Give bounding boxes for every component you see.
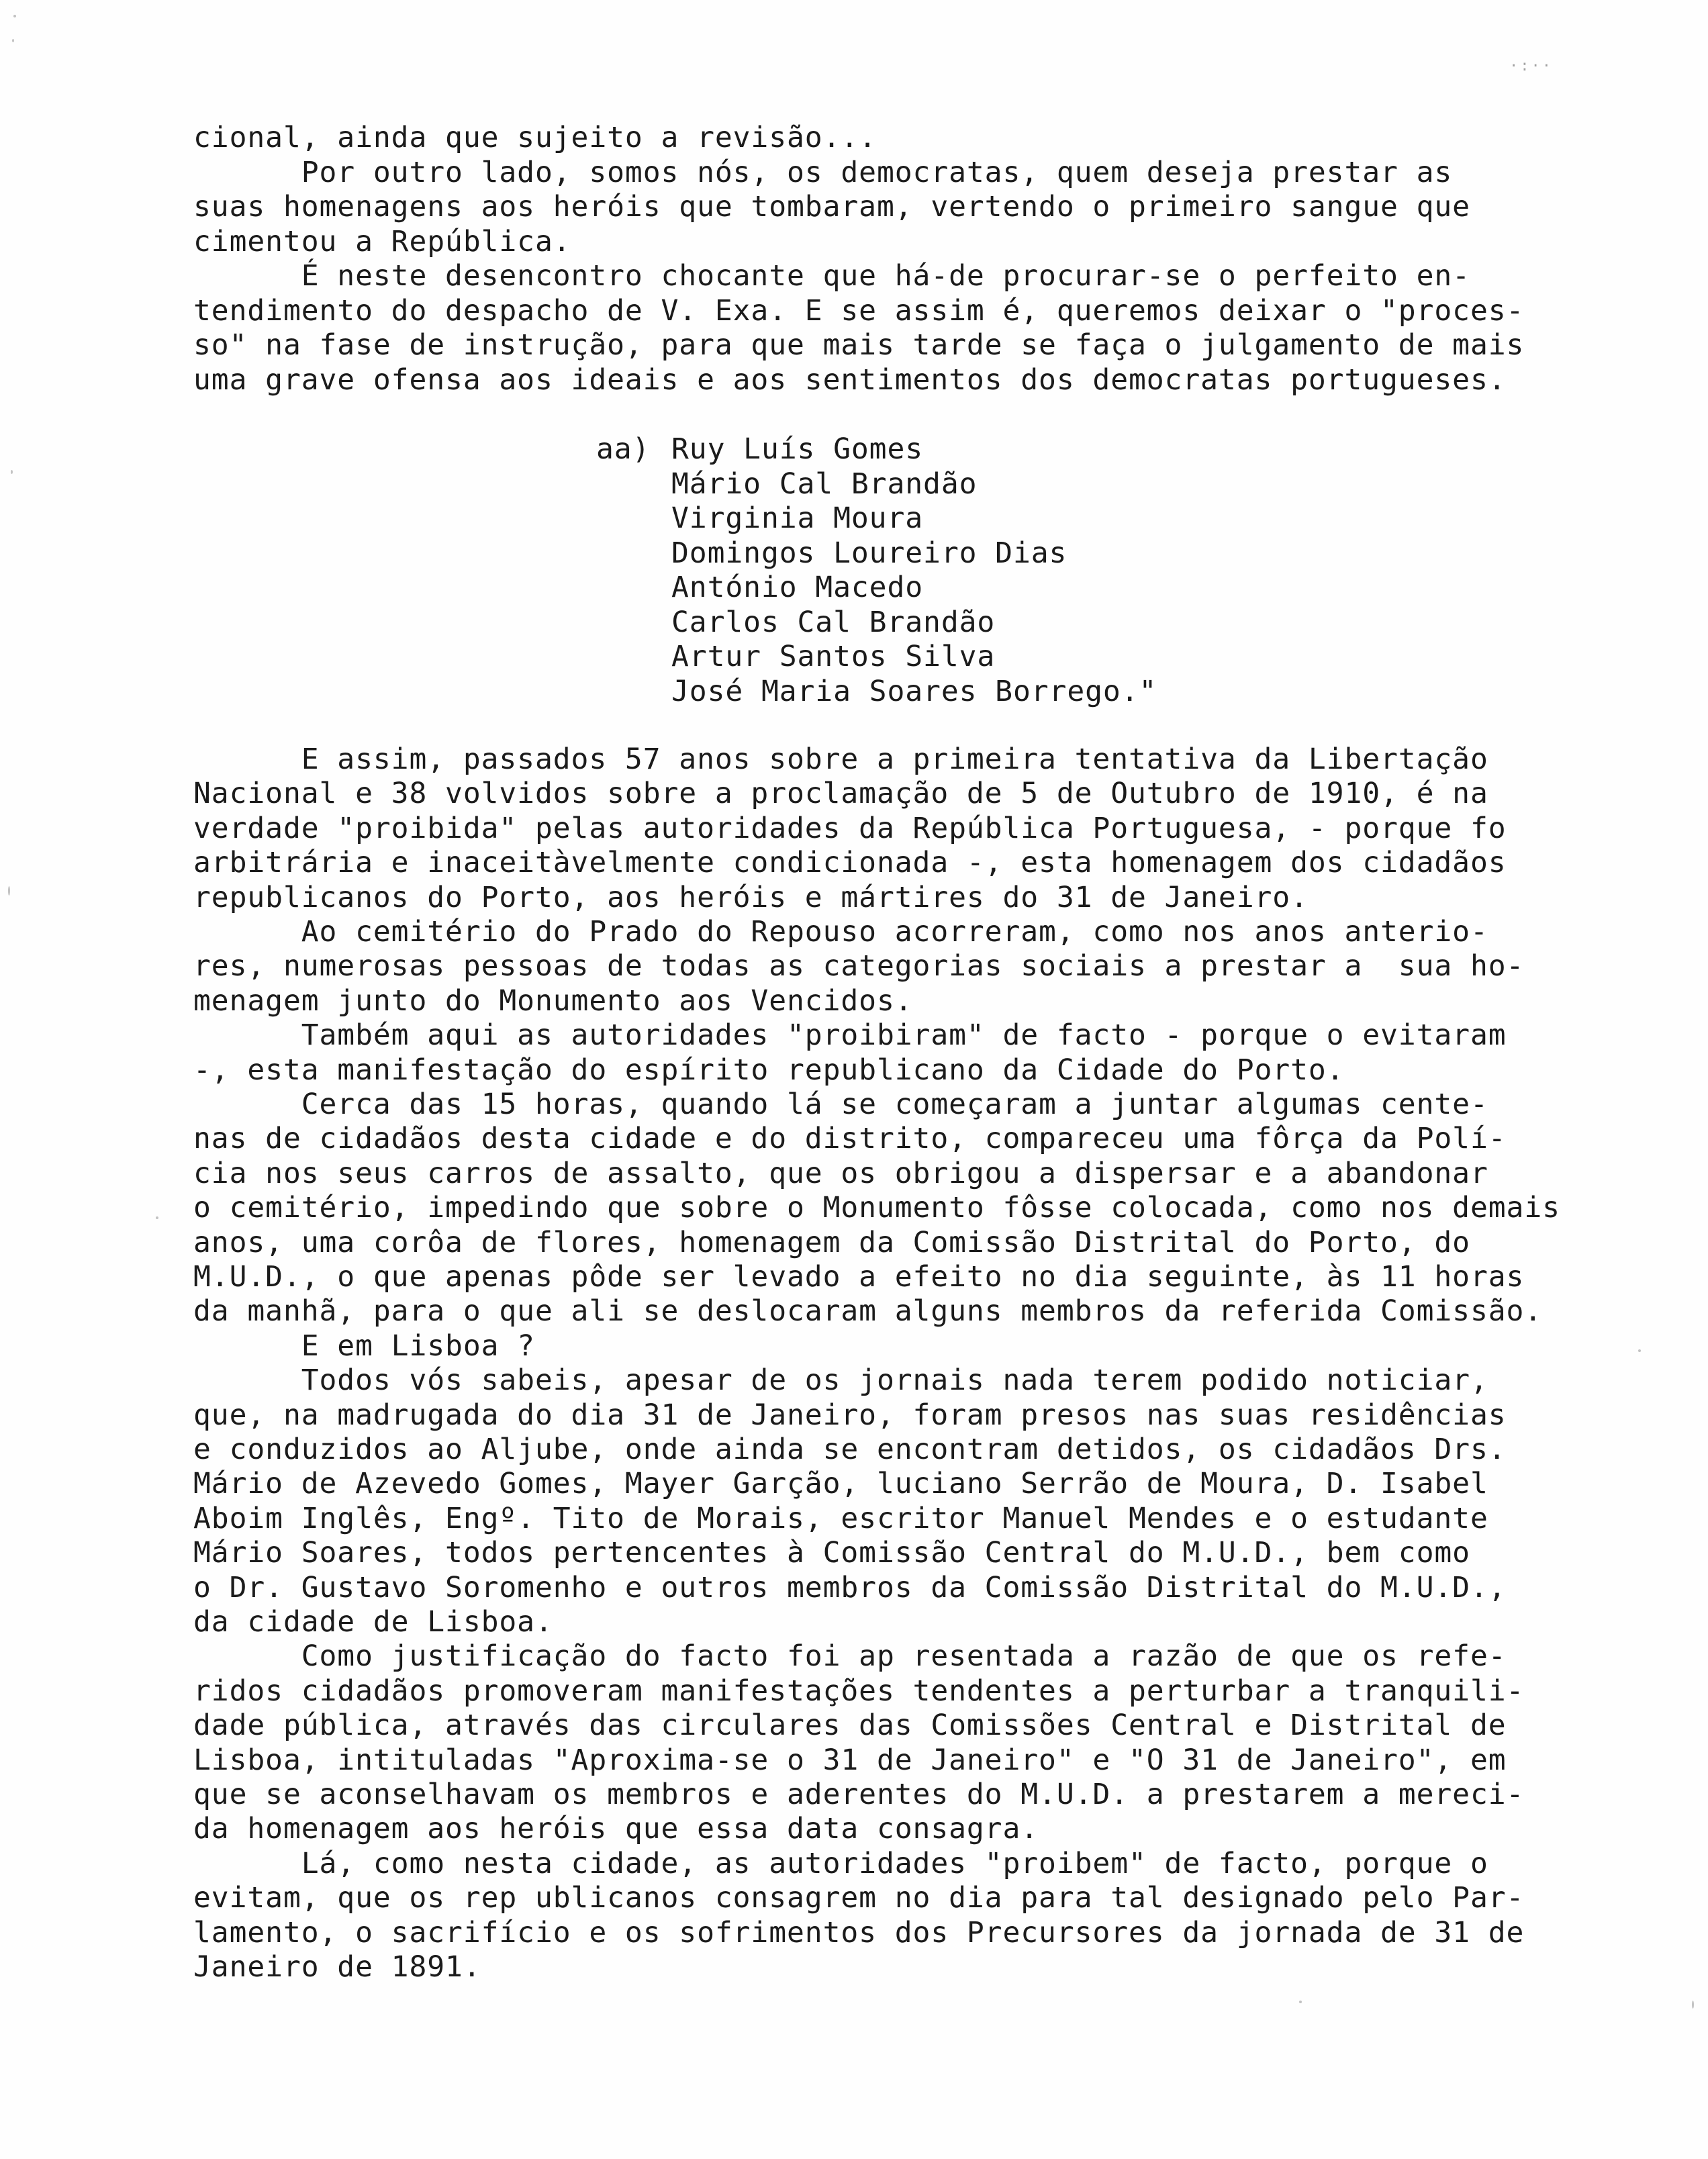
text-line: da manhã, para o que ali se deslocaram alguns membros da referida Comissão.	[193, 1294, 1543, 1329]
text-line: Lá, como nesta cidade, as autoridades "proibem" de facto, porque o	[193, 1846, 1488, 1880]
text-line: o Dr. Gustavo Soromenho e outros membros da Comissão Distrital do M.U.D.,	[193, 1570, 1507, 1604]
text-line: menagem junto do Monumento aos Vencidos.	[193, 983, 913, 1018]
text-line: Cerca das 15 horas, quando lá se começaram a juntar algumas cente-	[193, 1088, 1488, 1121]
scan-speck	[156, 1216, 158, 1219]
text-line: e conduzidos ao Aljube, onde ainda se encontram detidos, os cidadãos Drs.	[193, 1433, 1507, 1466]
text-line: tendimento do despacho de V. Exa. E se assim é, queremos deixar o "proces-	[193, 293, 1525, 328]
text-line: Aboim Inglês, Engº. Tito de Morais, escritor Manuel Mendes e o estudante	[193, 1501, 1488, 1535]
text-line: ridos cidadãos promoveram manifestações tendentes a perturbar a tranquili-	[193, 1674, 1525, 1708]
text-line: cional, ainda que sujeito a revisão...	[193, 121, 877, 154]
text-line: cia nos seus carros de assalto, que os obrigou a dispersar e a abandonar	[193, 1156, 1488, 1190]
text-line: Todos vós sabeis, apesar de os jornais nada terem podido noticiar,	[193, 1363, 1488, 1398]
text-line: so" na fase de instrução, para que mais tarde se faça o julgamento de mais	[193, 328, 1525, 362]
scan-speck	[13, 15, 16, 17]
signature-name: Carlos Cal Brandão	[671, 605, 996, 639]
text-line: lamento, o sacrifício e os sofrimentos dos Precursores da jornada de 31 de	[193, 1915, 1525, 1950]
text-line: nas de cidadãos desta cidade e do distrito, compareceu uma fôrça da Polí-	[193, 1122, 1507, 1156]
text-line: E em Lisboa ?	[193, 1329, 535, 1363]
text-line: suas homenagens aos heróis que tombaram, vertendo o primeiro sangue que	[193, 190, 1470, 224]
text-line: Lisboa, intituladas "Aproxima-se o 31 de Janeiro" e "O 31 de Janeiro", em	[193, 1743, 1507, 1777]
text-line: anos, uma corôa de flores, homenagem da Comissão Distrital do Porto, do	[193, 1225, 1470, 1259]
text-line: Como justificação do facto foi ap resentada a razão de que os refe-	[193, 1639, 1507, 1674]
signature-name: Domingos Loureiro Dias	[671, 536, 1068, 570]
text-line: É neste desencontro chocante que há-de procurar-se o perfeito en-	[193, 259, 1470, 293]
scan-speck	[11, 470, 13, 474]
signature-name: António Macedo	[671, 571, 924, 604]
text-line: Por outro lado, somos nós, os democratas, quem deseja prestar as	[193, 155, 1453, 189]
text-line: o cemitério, impedindo que sobre o Monumento fôsse colocada, como nos demais	[193, 1191, 1560, 1225]
text-line: Também aqui as autoridades "proibiram" de facto - porque o evitaram	[193, 1018, 1507, 1053]
text-line: evitam, que os rep ublicanos consagrem no dia para tal designado pelo Par-	[193, 1881, 1525, 1915]
signatures-prefix: aa)	[596, 432, 651, 466]
signature-name: Artur Santos Silva	[671, 640, 996, 673]
scan-speck	[1638, 1349, 1641, 1352]
scan-speck	[12, 39, 14, 42]
text-line: republicanos do Porto, aos heróis e mártires do 31 de Janeiro.	[193, 880, 1309, 914]
text-line: Janeiro de 1891.	[193, 1950, 481, 1984]
text-line: -, esta manifestação do espírito republicano da Cidade do Porto.	[193, 1053, 1345, 1087]
text-line: Nacional e 38 volvidos sobre a proclamação de 5 de Outubro de 1910, é na	[193, 777, 1488, 811]
text-line: que se aconselhavam os membros e aderentes do M.U.D. a prestarem a mereci-	[193, 1778, 1525, 1811]
scan-speck	[1299, 2001, 1302, 2003]
text-line: M.U.D., o que apenas pôde ser levado a efeito no dia seguinte, às 11 horas	[193, 1260, 1525, 1294]
text-line: Ao cemitério do Prado do Repouso acorreram, como nos anos anterio-	[193, 915, 1488, 949]
scan-speck	[1692, 2001, 1694, 2009]
signature-name: Virginia Moura	[671, 501, 924, 535]
page-mark: ·:··	[1509, 58, 1553, 75]
text-line: da cidade de Lisboa.	[193, 1605, 553, 1639]
scan-speck	[8, 886, 10, 896]
text-line: arbitrária e inaceitàvelmente condicionada -, esta homenagem dos cidadãos	[193, 846, 1507, 880]
text-line: cimentou a República.	[193, 224, 571, 258]
text-line: Mário de Azevedo Gomes, Mayer Garção, luciano Serrão de Moura, D. Isabel	[193, 1467, 1488, 1501]
text-line: dade pública, através das circulares das Comissões Central e Distrital de	[193, 1709, 1507, 1743]
text-line: da homenagem aos heróis que essa data consagra.	[193, 1812, 1039, 1846]
text-line: uma grave ofensa aos ideais e aos sentimentos dos democratas portugueses.	[193, 363, 1507, 397]
text-line: E assim, passados 57 anos sobre a primeira tentativa da Libertação	[193, 742, 1488, 776]
text-line: que, na madrugada do dia 31 de Janeiro, foram presos nas suas residências	[193, 1398, 1507, 1432]
text-line: verdade "proibida" pelas autoridades da República Portuguesa, - porque fo	[193, 811, 1507, 845]
text-line: Mário Soares, todos pertencentes à Comissão Central do M.U.D., bem como	[193, 1536, 1470, 1570]
text-line: res, numerosas pessoas de todas as categorias sociais a prestar a sua ho-	[193, 949, 1525, 983]
signature-name: Mário Cal Brandão	[671, 467, 978, 501]
signature-name: José Maria Soares Borrego."	[671, 674, 1157, 708]
signature-name: Ruy Luís Gomes	[671, 432, 924, 466]
